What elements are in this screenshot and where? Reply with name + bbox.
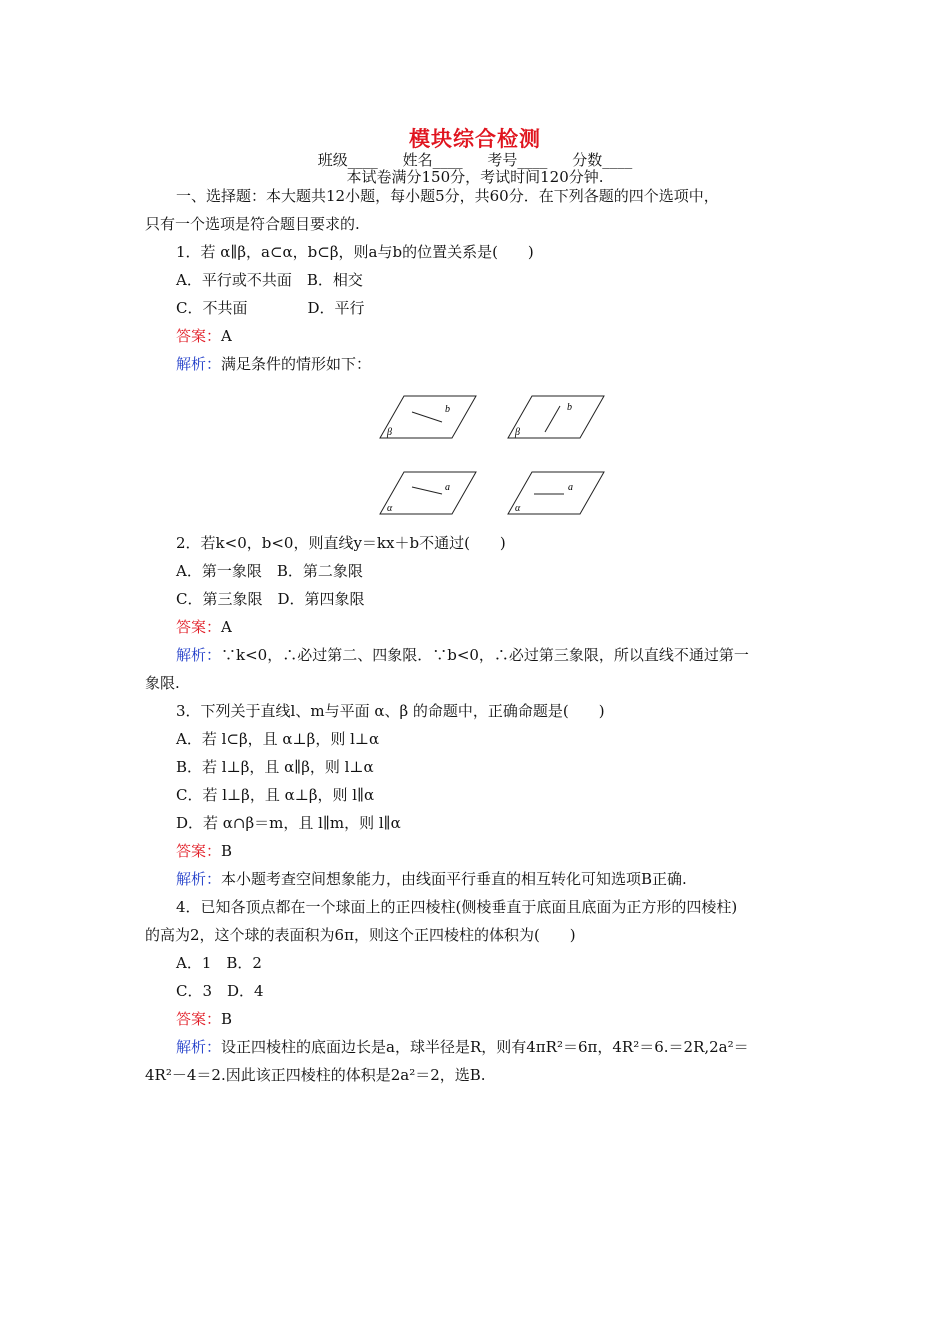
plane-beta-2 bbox=[508, 396, 604, 438]
plane-figures bbox=[376, 392, 608, 522]
q4-stem: 4．已知各顶点都在一个球面上的正四棱柱(侧棱垂直于底面且底面为正方形的四棱柱) bbox=[176, 898, 738, 916]
q4-options-ab: A．1 B．2 bbox=[176, 954, 262, 972]
q4-stem-cont: 的高为2，这个球的表面积为6π，则这个正四棱柱的体积为( ) bbox=[145, 926, 576, 944]
explain-label: 解析： bbox=[176, 870, 222, 888]
q4-explanation-cont: 4R²－4＝2.因此该正四棱柱的体积是2a²＝2，选B. bbox=[145, 1066, 486, 1084]
line-a-1 bbox=[412, 487, 442, 494]
name-field: 姓名____ bbox=[402, 151, 463, 169]
page-title: 模块综合检测 bbox=[409, 126, 541, 151]
q3-option-a: A．若 l⊂β，且 α⊥β，则 l⊥α bbox=[176, 730, 380, 748]
section-heading: 一、选择题：本大题共12小题，每小题5分，共60分．在下列各题的四个选项中， bbox=[176, 187, 719, 205]
exam-number-field: 考号____ bbox=[487, 151, 548, 169]
q3-option-d: D．若 α∩β＝m，且 l∥m，则 l∥α bbox=[176, 814, 401, 832]
label-alpha-2: α bbox=[515, 503, 521, 514]
q4-explanation-text: 设正四棱柱的底面边长是a，球半径是R，则有4πR²＝6π，4R²＝6.＝2R,2a²＝ bbox=[221, 1038, 749, 1056]
q2-options-cd: C．第三象限 D．第四象限 bbox=[176, 590, 365, 608]
q3-answer-value: B bbox=[221, 842, 233, 860]
answer-label: 答案： bbox=[176, 1010, 222, 1028]
q2-options-ab: A．第一象限 B．第二象限 bbox=[176, 562, 363, 580]
q3-explanation-text: 本小题考查空间想象能力，由线面平行垂直的相互转化可知选项B正确. bbox=[221, 870, 687, 888]
q2-stem: 2．若k<0，b<0，则直线y＝kx＋b不通过( ) bbox=[176, 534, 506, 552]
plane-alpha-2 bbox=[508, 472, 604, 514]
q4-answer-value: B bbox=[221, 1010, 233, 1028]
q2-explanation-text: ∵k<0，∴必过第二、四象限．∵b<0，∴必过第三象限，所以直线不通过第一 bbox=[221, 646, 749, 664]
plane-alpha-1 bbox=[380, 472, 476, 514]
q3-option-b: B．若 l⊥β，且 α∥β，则 l⊥α bbox=[176, 758, 374, 776]
label-a-2: a bbox=[568, 482, 573, 493]
q1-options-ab: A．平行或不共面 B．相交 bbox=[176, 271, 363, 289]
label-b-2: b bbox=[567, 402, 572, 413]
q1-explanation bbox=[176, 353, 371, 374]
answer-label: 答案： bbox=[176, 327, 222, 345]
q1-answer-value: A bbox=[221, 327, 232, 345]
q2-answer bbox=[176, 616, 232, 637]
explain-label: 解析： bbox=[176, 646, 222, 664]
section-heading-cont: 只有一个选项是符合题目要求的. bbox=[145, 215, 360, 233]
explain-label: 解析： bbox=[176, 1038, 222, 1056]
q4-options-cd: C．3 D．4 bbox=[176, 982, 264, 1000]
q2-explanation bbox=[176, 644, 749, 665]
q1-options-cd: C．不共面 D．平行 bbox=[176, 299, 365, 317]
label-a-1: a bbox=[445, 482, 450, 493]
q1-answer bbox=[176, 325, 232, 346]
q3-stem: 3．下列关于直线l、m与平面 α、β 的命题中，正确命题是( ) bbox=[176, 702, 605, 720]
q4-explanation bbox=[176, 1036, 749, 1057]
answer-label: 答案： bbox=[176, 842, 222, 860]
line-b-2 bbox=[545, 406, 560, 432]
label-beta-1: β bbox=[387, 427, 392, 438]
q3-option-c: C．若 l⊥β，且 α⊥β，则 l∥α bbox=[176, 786, 375, 804]
explain-label: 解析： bbox=[176, 355, 222, 373]
q3-answer bbox=[176, 840, 232, 861]
score-field: 分数____ bbox=[572, 151, 633, 169]
q1-stem: 1．若 α∥β，a⊂α，b⊂β，则a与b的位置关系是( ) bbox=[176, 243, 534, 261]
q2-answer-value: A bbox=[221, 618, 232, 636]
answer-label: 答案： bbox=[176, 618, 222, 636]
q2-explanation-cont: 象限. bbox=[145, 674, 180, 692]
q4-answer bbox=[176, 1008, 232, 1029]
q1-explanation-text: 满足条件的情形如下： bbox=[221, 355, 372, 373]
label-beta-2: β bbox=[515, 427, 520, 438]
label-b-1: b bbox=[445, 404, 450, 415]
line-b-1 bbox=[412, 412, 442, 422]
exam-note: 本试卷满分150分，考试时间120分钟. bbox=[346, 168, 604, 186]
class-field: 班级____ bbox=[317, 151, 378, 169]
q3-explanation bbox=[176, 868, 687, 889]
label-alpha-1: α bbox=[387, 503, 393, 514]
